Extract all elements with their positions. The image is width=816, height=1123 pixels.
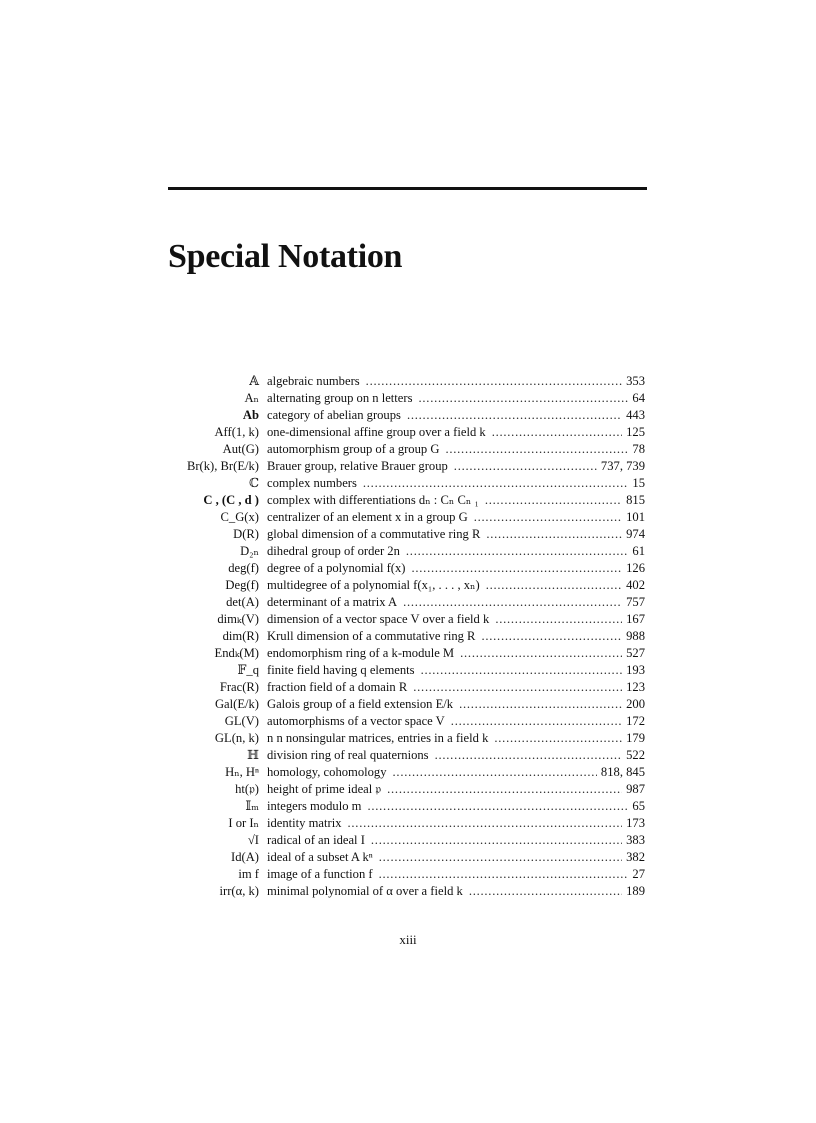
notation-page-ref: 200 [626, 697, 645, 711]
notation-description: minimal polynomial of α over a field k [267, 884, 463, 898]
notation-description: integers modulo m [267, 799, 362, 813]
notation-description-line [267, 492, 645, 509]
notation-description: determinant of a matrix A [267, 595, 398, 609]
dot-leader [393, 764, 597, 781]
dot-leader [387, 781, 622, 798]
notation-page-ref: 125 [626, 425, 645, 439]
notation-description: division ring of real quaternions [267, 748, 429, 762]
notation-symbol: im f [238, 867, 259, 881]
notation-symbol: C , (C , d ) [203, 493, 259, 507]
notation-entry [0, 424, 816, 441]
notation-entry [0, 883, 816, 900]
notation-page-ref: 443 [626, 408, 645, 422]
notation-description-line [267, 390, 645, 407]
notation-entry [0, 679, 816, 696]
notation-description: complex numbers [267, 476, 357, 490]
notation-entry [0, 611, 816, 628]
notation-entry [0, 662, 816, 679]
notation-page-ref: 123 [626, 680, 645, 694]
notation-description: Brauer group, relative Brauer group [267, 459, 448, 473]
notation-symbol: GL(n, k) [214, 731, 259, 745]
notation-description-line [267, 560, 645, 577]
notation-symbol: Deg(f) [225, 578, 259, 592]
notation-description: algebraic numbers [267, 374, 360, 388]
notation-description: fraction field of a domain R [267, 680, 408, 694]
notation-page-ref: 382 [626, 850, 645, 864]
notation-entry [0, 560, 816, 577]
notation-symbol: C_G(x) [220, 510, 259, 524]
notation-description: dihedral group of order 2n [267, 544, 400, 558]
notation-symbol: deg(f) [228, 561, 259, 575]
notation-description-line [267, 475, 645, 492]
notation-entry [0, 577, 816, 594]
notation-page-ref: 527 [626, 646, 645, 660]
notation-entry [0, 492, 816, 509]
notation-page-ref: 15 [632, 476, 645, 490]
dot-leader [403, 594, 622, 611]
notation-symbol: Aff(1, k) [214, 425, 259, 439]
notation-description-line [267, 815, 645, 832]
notation-description-line [267, 594, 645, 611]
notation-entry [0, 441, 816, 458]
dot-leader [481, 628, 622, 645]
notation-entry [0, 373, 816, 390]
notation-page-ref: 167 [626, 612, 645, 626]
notation-description: alternating group on n letters [267, 391, 413, 405]
dot-leader [494, 730, 622, 747]
notation-description-line [267, 645, 645, 662]
dot-leader [379, 866, 629, 883]
notation-description: radical of an ideal I [267, 833, 365, 847]
dot-leader [495, 611, 622, 628]
dot-leader [411, 560, 622, 577]
notation-description-line [267, 441, 645, 458]
notation-page-ref: 101 [626, 510, 645, 524]
notation-entry [0, 526, 816, 543]
notation-entry [0, 798, 816, 815]
notation-page-ref: 402 [626, 578, 645, 592]
notation-description: identity matrix [267, 816, 342, 830]
notation-entry [0, 509, 816, 526]
notation-symbol: Frac(R) [219, 680, 259, 694]
notation-entry [0, 696, 816, 713]
notation-symbol: ℍ [247, 748, 259, 762]
notation-description: automorphisms of a vector space V [267, 714, 445, 728]
dot-leader [485, 492, 622, 509]
dot-leader [435, 747, 623, 764]
dot-leader [486, 526, 622, 543]
notation-list [0, 373, 816, 900]
notation-description-line [267, 866, 645, 883]
notation-symbol: irr(α, k) [219, 884, 259, 898]
notation-entry [0, 458, 816, 475]
notation-symbol: Hₙ, Hⁿ [225, 765, 259, 779]
notation-entry [0, 866, 816, 883]
dot-leader [460, 645, 622, 662]
notation-symbol: ℂ [248, 476, 259, 490]
notation-description: centralizer of an element x in a group G [267, 510, 468, 524]
notation-symbol: dimₖ(V) [217, 612, 259, 626]
dot-leader [421, 662, 623, 679]
notation-page-ref: 818, 845 [600, 765, 645, 779]
dot-leader [469, 883, 622, 900]
notation-description-line [267, 458, 645, 475]
notation-description-line [267, 628, 645, 645]
title-rule [168, 187, 647, 190]
notation-description-line [267, 832, 645, 849]
dot-leader [348, 815, 623, 832]
notation-symbol: D₂ₙ [240, 544, 259, 558]
notation-symbol: ht(𝔭) [235, 782, 259, 796]
notation-entry [0, 832, 816, 849]
notation-description-line [267, 662, 645, 679]
dot-leader [486, 577, 622, 594]
notation-description-line [267, 373, 645, 390]
dot-leader [474, 509, 622, 526]
notation-entry [0, 781, 816, 798]
notation-description-line [267, 679, 645, 696]
notation-description-line [267, 849, 645, 866]
dot-leader [451, 713, 622, 730]
notation-symbol: dim(R) [222, 629, 259, 643]
notation-description-line [267, 577, 645, 594]
notation-page-ref: 974 [626, 527, 645, 541]
dot-leader [371, 832, 622, 849]
page-title: Special Notation [168, 238, 403, 275]
notation-symbol: Gal(E/k) [214, 697, 259, 711]
notation-description-line [267, 730, 645, 747]
dot-leader [413, 679, 622, 696]
notation-description: dimension of a vector space V over a field k [267, 612, 490, 626]
notation-symbol: Id(A) [231, 850, 259, 864]
notation-symbol: Aut(G) [222, 442, 259, 456]
notation-description: image of a function f [267, 867, 373, 881]
dot-leader [492, 424, 622, 441]
dot-leader [454, 458, 597, 475]
notation-entry [0, 849, 816, 866]
notation-description-line [267, 713, 645, 730]
notation-symbol: Ab [242, 408, 259, 422]
notation-symbol: D(R) [233, 527, 259, 541]
dot-leader [459, 696, 622, 713]
notation-page-ref: 815 [626, 493, 645, 507]
notation-page-ref: 189 [626, 884, 645, 898]
notation-description: finite field having q elements [267, 663, 415, 677]
notation-description-line [267, 424, 645, 441]
notation-symbol: I or Iₙ [228, 816, 259, 830]
notation-page-ref: 78 [632, 442, 645, 456]
notation-description-line [267, 509, 645, 526]
notation-symbol: det(A) [226, 595, 259, 609]
page-number: xiii [399, 932, 417, 947]
notation-description-line [267, 407, 645, 424]
dot-leader [419, 390, 629, 407]
notation-description: category of abelian groups [267, 408, 401, 422]
notation-description-line [267, 611, 645, 628]
dot-leader [367, 798, 628, 815]
dot-leader [407, 407, 622, 424]
notation-description-line [267, 883, 645, 900]
notation-entry [0, 628, 816, 645]
notation-description: ideal of a subset A kⁿ [267, 850, 373, 864]
notation-symbol: √I [247, 833, 259, 847]
notation-page-ref: 179 [626, 731, 645, 745]
notation-description: n n nonsingular matrices, entries in a field k [267, 731, 489, 745]
dot-leader [406, 543, 629, 560]
notation-entry [0, 764, 816, 781]
notation-entry [0, 730, 816, 747]
notation-description-line [267, 747, 645, 764]
notation-symbol: GL(V) [224, 714, 259, 728]
notation-description-line [267, 798, 645, 815]
dot-leader [363, 475, 629, 492]
notation-symbol: Aₙ [244, 391, 259, 405]
notation-entry [0, 713, 816, 730]
notation-description: multidegree of a polynomial f(x₁, . . . , xₙ) [267, 578, 480, 592]
notation-page-ref: 64 [632, 391, 645, 405]
notation-symbol: 𝕀ₘ [245, 799, 259, 813]
notation-page-ref: 737, 739 [600, 459, 645, 473]
notation-page-ref: 27 [632, 867, 645, 881]
notation-description: one-dimensional affine group over a field k [267, 425, 486, 439]
notation-entry [0, 815, 816, 832]
notation-page-ref: 173 [626, 816, 645, 830]
notation-page-ref: 383 [626, 833, 645, 847]
notation-description: degree of a polynomial f(x) [267, 561, 406, 575]
notation-entry [0, 747, 816, 764]
notation-page-ref: 61 [632, 544, 645, 558]
notation-description: Galois group of a field extension E/k [267, 697, 454, 711]
notation-description: Krull dimension of a commutative ring R [267, 629, 476, 643]
notation-description: height of prime ideal 𝔭 [267, 782, 382, 796]
notation-page-ref: 757 [626, 595, 645, 609]
notation-entry [0, 543, 816, 560]
notation-description-line [267, 526, 645, 543]
notation-entry [0, 645, 816, 662]
notation-description: homology, cohomology [267, 765, 387, 779]
notation-symbol: 𝔽_q [237, 663, 259, 677]
notation-description-line [267, 764, 645, 781]
notation-page-ref: 172 [626, 714, 645, 728]
notation-page-ref: 65 [632, 799, 645, 813]
notation-page-ref: 353 [626, 374, 645, 388]
notation-page-ref: 988 [626, 629, 645, 643]
notation-page-ref: 987 [626, 782, 645, 796]
notation-description: global dimension of a commutative ring R [267, 527, 481, 541]
notation-page-ref: 126 [626, 561, 645, 575]
dot-leader [379, 849, 622, 866]
notation-entry [0, 594, 816, 611]
notation-entry [0, 390, 816, 407]
notation-entry [0, 475, 816, 492]
notation-page-ref: 522 [626, 748, 645, 762]
notation-symbol: Endₖ(M) [214, 646, 259, 660]
notation-description-line [267, 781, 645, 798]
notation-description: endomorphism ring of a k-module M [267, 646, 455, 660]
dot-leader [366, 373, 622, 390]
notation-symbol: Br(k), Br(E/k) [186, 459, 259, 473]
notation-description: automorphism group of a group G [267, 442, 440, 456]
notation-description: complex with differentiations dₙ : Cₙ Cₙ ₁ [267, 493, 479, 507]
notation-symbol: 𝔸 [249, 374, 259, 388]
notation-description-line [267, 543, 645, 560]
notation-page-ref: 193 [626, 663, 645, 677]
notation-description-line [267, 696, 645, 713]
dot-leader [445, 441, 628, 458]
notation-entry [0, 407, 816, 424]
